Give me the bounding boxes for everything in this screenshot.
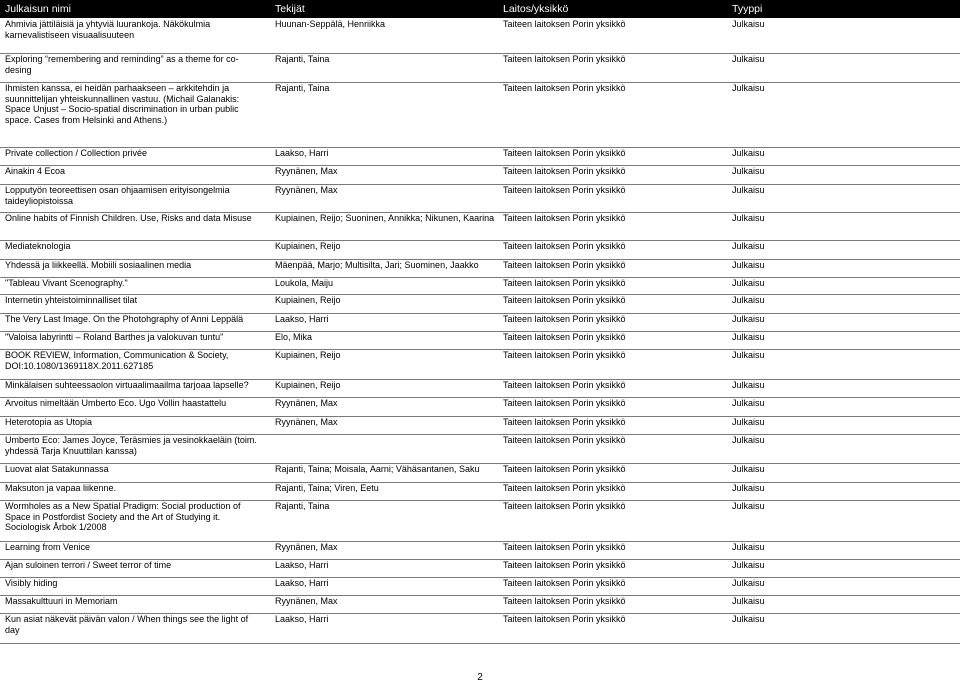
publication-unit: Taiteen laitoksen Porin yksikkö <box>503 398 626 408</box>
publication-title: Private collection / Collection privée <box>5 148 148 158</box>
table-row <box>0 147 960 166</box>
publication-title: Lopputyön teoreettisen osan ohjaamisen erityisongelmia taideyliopistoissa <box>5 185 230 206</box>
page-number: 2 <box>477 672 483 683</box>
publication-title: "Tableau Vivant Scenography." <box>5 278 128 288</box>
publication-unit: Taiteen laitoksen Porin yksikkö <box>503 560 626 570</box>
table-row <box>0 500 960 542</box>
publication-authors: Ryynänen, Max <box>275 417 338 427</box>
publication-title: Online habits of Finnish Children. Use, Risks and data Misuse <box>5 213 252 223</box>
publication-title: Kun asiat näkevät päivän valon / When things see the light of day <box>5 614 249 635</box>
publication-type: Julkaisu <box>732 578 765 588</box>
publication-type: Julkaisu <box>732 596 765 606</box>
publication-unit: Taiteen laitoksen Porin yksikkö <box>503 464 626 474</box>
column-header-name: Julkaisun nimi <box>5 3 71 15</box>
publication-authors: Ryynänen, Max <box>275 596 338 606</box>
publication-unit: Taiteen laitoksen Porin yksikkö <box>503 314 626 324</box>
table-row <box>0 416 960 435</box>
table-row <box>0 82 960 148</box>
publication-title: The Very Last Image. On the Photohgraphy of Anni Leppälä <box>5 314 244 324</box>
table-row <box>0 212 960 241</box>
publication-type: Julkaisu <box>732 350 765 360</box>
publication-authors: Kupiainen, Reijo <box>275 350 341 360</box>
table-row <box>0 595 960 614</box>
publication-title: Ainakin 4 Ecoa <box>5 166 66 176</box>
publication-type: Julkaisu <box>732 501 765 511</box>
publication-type: Julkaisu <box>732 295 765 305</box>
publication-unit: Taiteen laitoksen Porin yksikkö <box>503 295 626 305</box>
publication-authors: Laakso, Harri <box>275 614 329 624</box>
publication-type: Julkaisu <box>732 398 765 408</box>
table-row <box>0 18 960 54</box>
table-row <box>0 559 960 578</box>
table-row <box>0 277 960 295</box>
publication-unit: Taiteen laitoksen Porin yksikkö <box>503 241 626 251</box>
publication-authors: Ryynänen, Max <box>275 542 338 552</box>
publication-unit: Taiteen laitoksen Porin yksikkö <box>503 83 626 93</box>
publication-authors: Kupiainen, Reijo; Suoninen, Annikka; Nikunen, Kaarina <box>275 213 495 223</box>
publication-authors: Laakso, Harri <box>275 560 329 570</box>
publication-authors: Laakso, Harri <box>275 578 329 588</box>
publication-title: Wormholes as a New Spatial Pradigm: Social production of Space in Postfordist Society and the Art of Studying it. Sociologisk Årbok 1/2008 <box>5 501 241 533</box>
publication-authors: Rajanti, Taina <box>275 83 330 93</box>
publication-unit: Taiteen laitoksen Porin yksikkö <box>503 417 626 427</box>
publication-type: Julkaisu <box>732 332 765 342</box>
publication-title: Luovat alat Satakunnassa <box>5 464 109 474</box>
publication-title: Yhdessä ja liikkeellä. Mobiili sosiaalinen media <box>5 260 192 270</box>
table-row <box>0 331 960 350</box>
publication-type: Julkaisu <box>732 542 765 552</box>
publication-authors: Rajanti, Taina <box>275 501 330 511</box>
publication-authors: Laakso, Harri <box>275 314 329 324</box>
table-row <box>0 463 960 483</box>
publication-title: Ihmisten kanssa, ei heidän parhaakseen – arkkitehdin ja suunnittelijan yhteiskunnallinen vastuu. (Michail Galanakis: Space Unjust – Socio-spatial discrimination in urban public space. Cases from Helsinki and Athens.) <box>5 83 240 125</box>
column-header-type: Tyyppi <box>732 3 763 15</box>
publication-unit: Taiteen laitoksen Porin yksikkö <box>503 185 626 195</box>
publication-unit: Taiteen laitoksen Porin yksikkö <box>503 148 626 158</box>
publication-type: Julkaisu <box>732 417 765 427</box>
publication-title: Minkälaisen suhteessaolon virtuaalimaailma tarjoaa lapselle? <box>5 380 249 390</box>
publication-authors: Ryynänen, Max <box>275 398 338 408</box>
publication-type: Julkaisu <box>732 483 765 493</box>
publication-title: Internetin yhteistoiminnalliset tilat <box>5 295 138 305</box>
publication-title: Visibly hiding <box>5 578 58 588</box>
table-row <box>0 165 960 185</box>
publication-title: Ahmivia jättiläisiä ja yhtyviä luurankoja. Näkökulmia karnevalistiseen visuaalisuuteen <box>5 19 211 40</box>
publication-type: Julkaisu <box>732 19 765 29</box>
publication-unit: Taiteen laitoksen Porin yksikkö <box>503 578 626 588</box>
table-row <box>0 397 960 417</box>
table-row <box>0 53 960 83</box>
table-row <box>0 349 960 380</box>
publication-authors: Ryynänen, Max <box>275 185 338 195</box>
publication-title: "Valoisa labyrintti – Roland Barthes ja valokuvan tuntu" <box>5 332 224 342</box>
publication-authors: Laakso, Harri <box>275 148 329 158</box>
publication-unit: Taiteen laitoksen Porin yksikkö <box>503 435 626 445</box>
publication-type: Julkaisu <box>732 435 765 445</box>
table-row <box>0 434 960 464</box>
publication-unit: Taiteen laitoksen Porin yksikkö <box>503 213 626 223</box>
publication-authors: Loukola, Maiju <box>275 278 334 288</box>
publication-title: Arvoitus nimeltään Umberto Eco. Ugo Vollin haastattelu <box>5 398 227 408</box>
publication-type: Julkaisu <box>732 185 765 195</box>
publication-authors: Rajanti, Taina; Viren, Eetu <box>275 483 379 493</box>
table-row <box>0 259 960 278</box>
publication-type: Julkaisu <box>732 614 765 624</box>
publication-unit: Taiteen laitoksen Porin yksikkö <box>503 380 626 390</box>
publication-authors: Huunan-Seppälä, Henriikka <box>275 19 386 29</box>
publication-authors: Ryynänen, Max <box>275 166 338 176</box>
publication-type: Julkaisu <box>732 314 765 324</box>
table-header <box>0 0 960 18</box>
publication-unit: Taiteen laitoksen Porin yksikkö <box>503 542 626 552</box>
table-row <box>0 379 960 398</box>
publication-title: Maksuton ja vapaa liikenne. <box>5 483 117 493</box>
publication-authors: Kupiainen, Reijo <box>275 295 341 305</box>
publication-authors: Rajanti, Taina; Moisala, Aarni; Vähäsantanen, Saku <box>275 464 480 474</box>
table-row <box>0 482 960 501</box>
publication-type: Julkaisu <box>732 260 765 270</box>
publication-type: Julkaisu <box>732 213 765 223</box>
table-row <box>0 577 960 596</box>
table-row <box>0 541 960 560</box>
table-row <box>0 294 960 314</box>
publication-type: Julkaisu <box>732 241 765 251</box>
publication-type: Julkaisu <box>732 148 765 158</box>
publication-unit: Taiteen laitoksen Porin yksikkö <box>503 19 626 29</box>
publication-unit: Taiteen laitoksen Porin yksikkö <box>503 166 626 176</box>
publication-type: Julkaisu <box>732 560 765 570</box>
publication-title: Massakulttuuri in Memoriam <box>5 596 118 606</box>
publication-title: Exploring “remembering and reminding” as a theme for co-desing <box>5 54 239 75</box>
publication-unit: Taiteen laitoksen Porin yksikkö <box>503 483 626 493</box>
publication-type: Julkaisu <box>732 278 765 288</box>
table-row <box>0 613 960 644</box>
publication-unit: Taiteen laitoksen Porin yksikkö <box>503 596 626 606</box>
publication-title: Mediateknologia <box>5 241 71 251</box>
publication-unit: Taiteen laitoksen Porin yksikkö <box>503 501 626 511</box>
table-row <box>0 240 960 260</box>
publication-authors: Kupiainen, Reijo <box>275 241 341 251</box>
table-row <box>0 313 960 332</box>
publication-unit: Taiteen laitoksen Porin yksikkö <box>503 278 626 288</box>
publication-authors: Mäenpää, Marjo; Multisilta, Jari; Suominen, Jaakko <box>275 260 479 270</box>
publication-authors: Kupiainen, Reijo <box>275 380 341 390</box>
publication-type: Julkaisu <box>732 464 765 474</box>
publication-title: Umberto Eco: James Joyce, Teräsmies ja vesinokkaeläin (toim. yhdessä Tarja Knuuttilan kanssa) <box>5 435 257 456</box>
publication-unit: Taiteen laitoksen Porin yksikkö <box>503 614 626 624</box>
publication-title: Heterotopia as Utopia <box>5 417 93 427</box>
publication-title: BOOK REVIEW, Information, Communication & Society, DOI:10.1080/1369118X.2011.627185 <box>5 350 229 371</box>
publication-title: Ajan suloinen terrori / Sweet terror of time <box>5 560 172 570</box>
publication-authors: Elo, Mika <box>275 332 313 342</box>
column-header-authors: Tekijät <box>275 3 305 15</box>
publication-unit: Taiteen laitoksen Porin yksikkö <box>503 54 626 64</box>
publication-type: Julkaisu <box>732 380 765 390</box>
publication-type: Julkaisu <box>732 83 765 93</box>
publication-title: Learning from Venice <box>5 542 91 552</box>
publication-type: Julkaisu <box>732 166 765 176</box>
table-row <box>0 184 960 213</box>
publication-unit: Taiteen laitoksen Porin yksikkö <box>503 350 626 360</box>
publication-authors: Rajanti, Taina <box>275 54 330 64</box>
publication-unit: Taiteen laitoksen Porin yksikkö <box>503 260 626 270</box>
column-header-unit: Laitos/yksikkö <box>503 3 569 15</box>
publication-type: Julkaisu <box>732 54 765 64</box>
publication-unit: Taiteen laitoksen Porin yksikkö <box>503 332 626 342</box>
